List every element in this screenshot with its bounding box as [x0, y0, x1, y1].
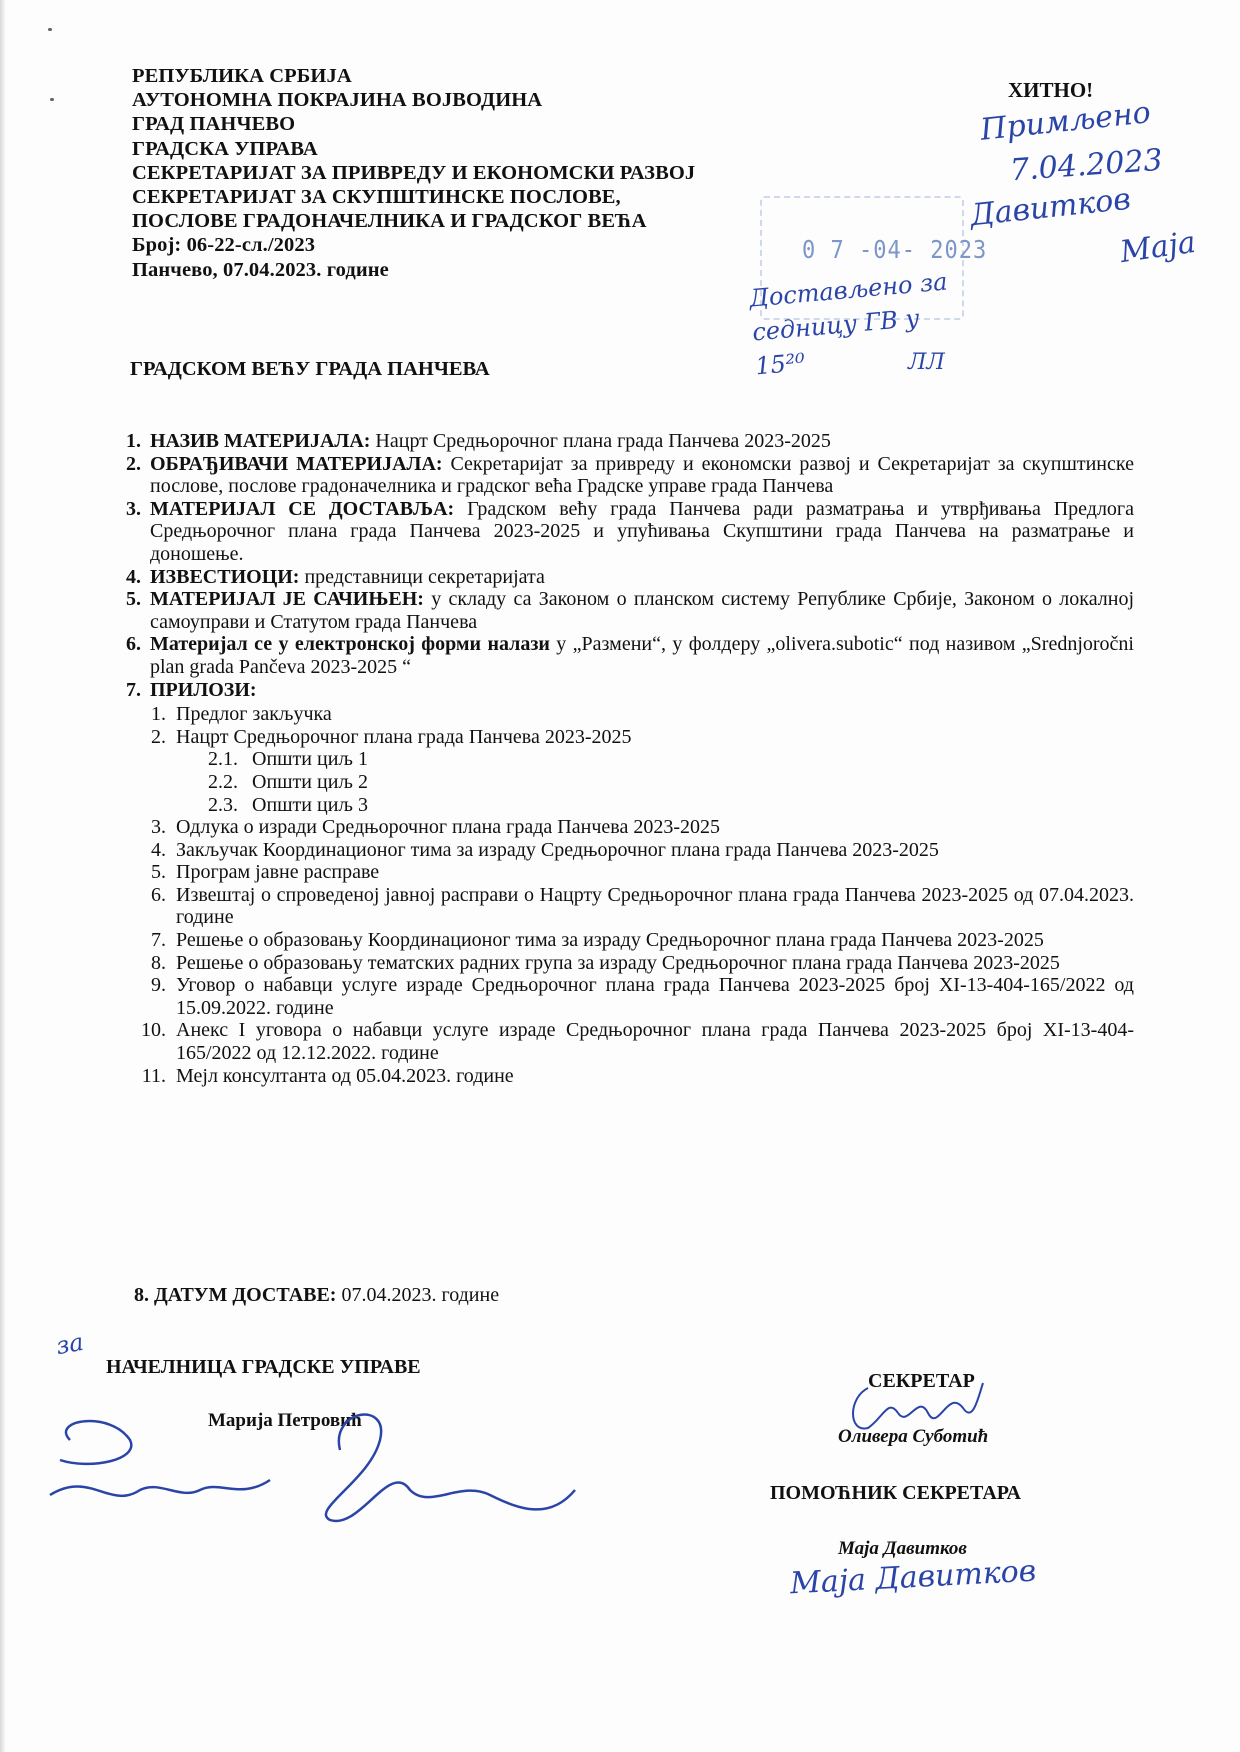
sub-attachment-item	[126, 794, 1134, 817]
item-text: у „Размени“, у фолдеру „olivera.subotic“ под називом „Srednjoročni plan grada Pančeva 2023-2025 “	[150, 633, 1134, 678]
letterhead	[132, 64, 695, 282]
attachment-text: Анекс I уговора о набавци услуге израде Средњорочног плана града Панчева 2023-2025 број XI-13-404-165/2022 од 12.12.2022. године	[176, 1019, 1134, 1065]
attachment-number: 2.	[151, 725, 166, 748]
handwritten-surname: Давитков	[968, 181, 1133, 234]
item-number: 7.	[126, 678, 141, 701]
attachment-text: Уговор о набавци услуге израде Средњорочног плана града Панчева 2023-2025 број XI-13-404-165/2022 од 15.09.2022. године	[176, 974, 1134, 1019]
item-attachments-heading	[126, 679, 1134, 702]
attachment-item	[126, 1019, 1134, 1064]
attachment-text: Предлог закључка	[176, 703, 332, 726]
stamp-initials: ЛЛ	[908, 350, 945, 375]
attachment-item	[126, 952, 1134, 975]
attachment-text: Мејл консултанта од 05.04.2023. године	[176, 1064, 514, 1087]
item-label: ПРИЛОЗИ:	[150, 678, 257, 701]
attachment-item	[126, 816, 1134, 839]
item-number: 3.	[126, 497, 141, 520]
attachment-item	[126, 703, 1134, 726]
letterhead-line: СЕКРЕТАРИЈАТ ЗА СКУПШТИНСКЕ ПОСЛОВЕ,	[132, 186, 621, 209]
item-text: Нацрт Средњорочног плана града Панчева 2023-2025	[370, 430, 831, 452]
item-label: ИЗВЕСТИОЦИ:	[150, 565, 300, 588]
delivery-date-value: 07.04.2023. године	[336, 1284, 500, 1306]
attachment-item	[126, 1065, 1134, 1088]
urgent-label: ХИТНО!	[1008, 78, 1094, 102]
item-number: 1.	[126, 430, 141, 452]
item-prepared-by	[126, 453, 1134, 498]
attachment-number: 5.	[151, 861, 166, 884]
signatory-name-assistant-secretary: Маја Давитков	[838, 1538, 967, 1559]
item-number: 4.	[126, 565, 141, 588]
attachment-number: 4.	[151, 838, 166, 861]
scan-speck	[50, 98, 54, 101]
item-number: 5.	[126, 588, 141, 611]
attachment-text: Програм јавне расправе	[176, 861, 380, 884]
attachment-item	[126, 974, 1134, 1019]
attachment-number: 10.	[141, 1019, 166, 1042]
signatory-title-head-of-administration: НАЧЕЛНИЦА ГРАДСКЕ УПРАВЕ	[106, 1356, 421, 1378]
attachment-item	[126, 861, 1134, 884]
attachment-number: 7.	[151, 929, 166, 952]
reference-number: Број: 06-22-сл./2023	[132, 234, 316, 257]
item-label: Материјал се у електронској форми налази	[150, 633, 550, 656]
handwritten-firstname: Маја	[1117, 224, 1198, 271]
letterhead-line: АУТОНОМНА ПОКРАЈИНА ВОЈВОДИНА	[132, 89, 543, 112]
item-label: НАЗИВ МАТЕРИЈАЛА:	[150, 430, 371, 452]
attachment-text: Закључак Координационог тима за израду Средњорочног плана града Панчева 2023-2025	[176, 838, 939, 861]
item-material-name	[126, 430, 1134, 453]
handwritten-received: Примљено	[978, 95, 1153, 148]
attachment-item	[126, 884, 1134, 929]
sub-attachment-number: 2.3.	[208, 793, 238, 816]
signatory-name-secretary: Оливера Суботић	[838, 1426, 989, 1447]
item-label: ОБРАЂИВАЧИ МАТЕРИЈАЛА:	[150, 452, 443, 475]
attachment-number: 11.	[141, 1064, 166, 1087]
attachment-text: Решење о образовању Координационог тима за израду Средњорочног плана града Панчева 2023-2025	[176, 929, 1044, 952]
letterhead-line: ПОСЛОВЕ ГРАДОНАЧЕЛНИКА И ГРАДСКОГ ВЕЋА	[132, 210, 647, 233]
handwritten-received-date: 7.04.2023	[1008, 142, 1164, 189]
handwritten-for-prefix: за	[53, 1327, 86, 1361]
item-electronic-location	[126, 633, 1134, 678]
letterhead-line: ГРАД ПАНЧЕВО	[132, 113, 296, 136]
document-body	[126, 430, 1134, 1087]
attachment-text: Решење о образовању тематских радних група за израду Средњорочног плана града Панчева 2023-2025	[176, 951, 1060, 974]
signatory-title-secretary: СЕКРЕТАР	[868, 1370, 975, 1392]
stamp-date: 0 7 -04- 2023	[802, 236, 988, 265]
attachment-number: 1.	[151, 703, 166, 726]
sub-attachment-text: Општи циљ 1	[252, 748, 368, 771]
letterhead-line: ГРАДСКА УПРАВА	[132, 137, 318, 160]
item-rapporteurs	[126, 566, 1134, 589]
scan-speck	[48, 28, 52, 31]
item-label: МАТЕРИЈАЛ ЈЕ САЧИЊЕН:	[150, 588, 424, 611]
attachments-list	[126, 703, 1134, 1087]
scan-edge-shadow	[0, 0, 6, 1752]
sub-attachment-item	[126, 748, 1134, 771]
attachment-item	[126, 839, 1134, 862]
attachment-number: 9.	[151, 974, 166, 997]
item-number: 2.	[126, 452, 141, 475]
attachment-text: Извештај о спроведеној јавној расправи о Нацрту Средњорочног плана града Панчева 2023-2025 од 07.04.2023. године	[176, 883, 1134, 929]
attachment-text: Одлука о изради Средњорочног плана града Панчева 2023-2025	[176, 816, 720, 839]
attachment-item	[126, 726, 1134, 749]
attachment-text: Нацрт Средњорочног плана града Панчева 2023-2025	[176, 725, 632, 748]
stamp-handwritten-note: Достављено за седницу ГВ у 15²⁰	[748, 267, 949, 381]
delivery-date-label: 8. ДАТУМ ДОСТАВЕ:	[134, 1284, 337, 1306]
item-compiled-per	[126, 588, 1134, 633]
sub-attachment-number: 2.2.	[208, 770, 238, 793]
attachment-item	[126, 929, 1134, 952]
item-text: у складу са Законом о планском систему Републике Србије, Законом о локалној самоуправи и Статутом града Панчева	[150, 588, 1134, 633]
sub-attachment-text: Општи циљ 2	[252, 770, 368, 793]
recipient: ГРАДСКОМ ВЕЋУ ГРАДА ПАНЧЕВА	[130, 358, 490, 380]
attachment-number: 8.	[151, 951, 166, 974]
letterhead-line: СЕКРЕТАРИЈАТ ЗА ПРИВРЕДУ И ЕКОНОМСКИ РАЗВОЈ	[132, 161, 696, 184]
item-text: Секретаријат за привреду и економски развој и Секретаријат за скупштинске послове, послове градоначелника и градског већа Градске управе града Панчева	[150, 452, 1134, 498]
item-label: МАТЕРИЈАЛ СЕ ДОСТАВЉА:	[150, 497, 455, 520]
delivery-date	[134, 1284, 499, 1307]
letterhead-line: РЕПУБЛИКА СРБИЈА	[132, 65, 352, 87]
attachment-number: 6.	[151, 883, 166, 906]
item-text: Градском већу града Панчева ради разматрања и утврђивања Предлога Средњорочног плана града Панчева 2023-2025 и упућивања Скупштини града Панчева на разматрање и доношење.	[150, 497, 1135, 565]
handwritten-signature-icon	[30, 1400, 590, 1530]
sub-attachment-item	[126, 771, 1134, 794]
item-delivered-to	[126, 498, 1134, 566]
signatory-name-head-of-administration: Марија Петровић	[208, 1410, 362, 1431]
attachment-number: 3.	[151, 816, 166, 839]
item-number: 6.	[126, 633, 141, 656]
item-text: представници секретаријата	[299, 565, 545, 588]
place-date: Панчево, 07.04.2023. године	[132, 258, 389, 281]
handwritten-signature-assistant: Маја Давитков	[789, 1553, 1038, 1602]
sub-attachment-number: 2.1.	[208, 748, 238, 771]
sub-attachment-text: Општи циљ 3	[252, 793, 368, 816]
signatory-title-assistant-secretary: ПОМОЋНИК СЕКРЕТАРА	[770, 1482, 1021, 1504]
